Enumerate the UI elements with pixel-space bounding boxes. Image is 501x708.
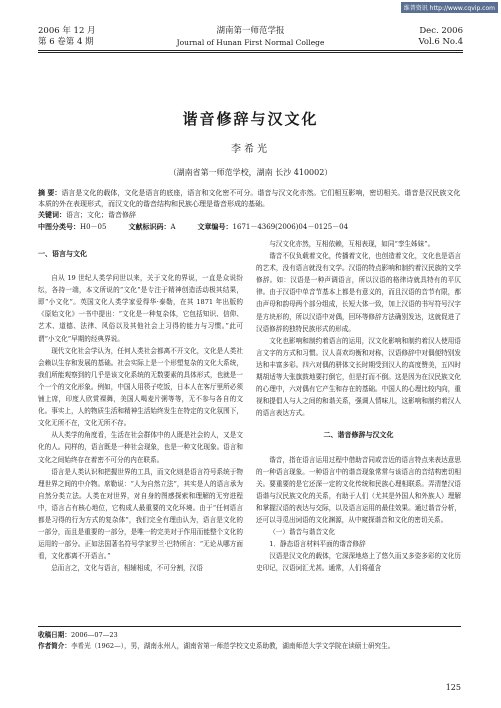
- paragraph: 谐音不仅负载着文化，传播着文化，也创造着文化，文化也是语言的艺术，没有语言就没有文学。汉语的特点影响和制约着汉民族的文学修辞。如：汉语是一种声调语言，所以汉语的格律诗就具特有的平仄律。由于汉语中单音节基本上都是有意义的，而且汉语的音节有限，都由声母和韵母两个部分组成，长短大体一致，加上汉语的书写符号汉字是方块形的，所以汉语中对偶，回环等修辞方法确别发达，这就促进了汉语修辞的独特民族形式的形成。: [256, 252, 461, 333]
- issue-date-en: Dec. 2006: [419, 26, 463, 36]
- right-column: [256, 238, 461, 574]
- journal-header: [38, 26, 463, 70]
- paragraph: 总而言之，文化与语言，相辅相成，不可分割，汉语: [51, 564, 203, 573]
- article-number: [198, 222, 349, 233]
- paragraph: 文化也影响和制约着语言的运用，汉文化影响和制约着汉人使用语言文字的方式和习惯。汉人喜欢均衡和对称，汉语修辞中对偶便特别发达和丰富多彩。四六对偶的骈体文长时期受到汉人的高度赞美，五四时期胡适等大张旗鼓地要打倒它，但是打而不倒。这是因为在汉民族文化的心理中，六对偶有它产生和存在的基础。中国人的心理比较内向，重视和提倡人与人之间的和谐关系，强调人情味儿，这影响和制约着汉人的语言表达方式。: [256, 336, 461, 418]
- journal-name-cn: 湖南第一师范学报: [216, 26, 285, 36]
- paragraph: 与汉文化亦然，互相依赖，互相表现，如同“孪生姊妹”。: [269, 240, 435, 248]
- issue-date-cn: 2006 年 12 月: [38, 26, 96, 36]
- abstract-block: [38, 188, 461, 233]
- left-column: [38, 238, 243, 574]
- received-label: 收稿日期：: [38, 631, 71, 639]
- author-affiliation: （湖南省第一师范学校，湖南 长沙 410002）: [168, 168, 333, 177]
- paragraph: 语言是人类认识和把握世界的工具，而文化则是语言符号系统于物理世界之间的中介物。席勒说：“人为自然立法”，其实是人的语言承为自然分类立法。人类在对世界，对自身的图感探索和理解的无穷进程中，语言占有核心地位，它构成人最重要的文化环境。由于“任何语言都是习得的行为方式的复杂体”，我们完全有理由认为，语言是文化的一部分，而且是重要的一部分，是唯一的完美对于作用而能整个文化的运用的一部分。正如法国著名符号学家罗兰·巴特所言：“无论从哪方面看，文化都离不开语言。”: [38, 467, 243, 561]
- keywords-label: 关键词：: [38, 211, 66, 220]
- abstract-label: 摘 要：: [38, 189, 62, 197]
- abstract-text: 语言是文化的载体，文化是语言的底座，语言和文化密不可分。谐音与汉文化亦然。它们相互影响，密切相关。谐音是汉民族文化本质的外在表现形式，而汉文化的谐音结构和民族心理是谐音形成的基础。: [38, 189, 461, 209]
- volume-cn: 第 6 卷第 4 期: [38, 37, 94, 47]
- author-bio-label: 作者简介：: [38, 642, 71, 650]
- clc-number: [38, 222, 106, 233]
- doc-label: 文献标识码：: [128, 222, 171, 231]
- received-value: 2006—07—23: [70, 631, 118, 639]
- section-heading-1: 一、语言与文化: [38, 250, 87, 258]
- classification-line: [38, 222, 461, 233]
- header-right: [418, 26, 463, 48]
- article-title: 谐音修辞与汉文化: [182, 110, 319, 128]
- header-rule: [38, 50, 463, 51]
- abstract: [38, 188, 461, 210]
- section-heading-2: 二、谐音修辞与汉文化: [323, 431, 394, 440]
- author-bio-text: 李希光（1962—），男，湖南永州人，湖南省第一师范学校文史系助教，湖南师范大学文学院在读硕士研究生。: [70, 642, 395, 650]
- author-name: 李希光: [231, 144, 270, 155]
- keywords: [38, 210, 461, 221]
- watermark: 维普资讯 http://www.cqvip.com: [401, 2, 498, 13]
- keywords-text: 语言；文化；谐音修辞: [66, 211, 136, 220]
- subsubsection-heading: 1．静态语言材料平面的谐音修辞: [269, 540, 366, 549]
- header-center: [38, 26, 463, 48]
- paragraph: 现代文化社会学认为，任何人类社会都离不开文化，文化是人类社会赖以生存和发展的基础。社会实际上是一个形塑复杂的文化大系统，我们所能观察到的几乎是该文化系统的无数要素的具体形式，也就是一个一个的文化形象。例如，中国人用筷子吃饭，日本人在客厅里所必须铺上席，印度人欣赏裸舞，美国人喝麦片粥等等，无不参与各自的文化。事实上，人的物质生活和精神生活始终发生在特定的文化氛围下，文化无所不在，文化无所不存。: [38, 346, 243, 428]
- paragraph: 谐音，指在语言运用过程中借助音同或音近的语言特点来表达意思的一种语言现象。一种语言中的谐音现象常常与该语言的音结构密切相关。要重要的是它还深一定的文化传统和民族心理相联系。弄清楚汉语语谐与汉民族文化的关系，有助于人们（尤其是外国人和外族人）理解和掌握汉语的表达与交际，以及语言运用的最佳效果。通过谐音分析，还可以寻觅出词语的文化渊源，从中窥探谐音和文化的密切关系。: [256, 455, 461, 524]
- volume-en: Vol.6 No.4: [418, 37, 463, 47]
- paragraph: 从人类学的角度看，生活在社会群体中的人既是社会的人，又是文化的人。同样的，语言既是一种社会现象，也是一种文化现象。语言和文化之间始终存在着密不可分的内在联系。: [38, 431, 243, 464]
- doc-value: A: [170, 222, 176, 231]
- received-date: [38, 630, 461, 641]
- page-number: 125: [445, 683, 461, 692]
- subsection-heading: （一）谐音与谐音文化: [269, 528, 336, 537]
- clc-label: 中图分类号：: [38, 222, 80, 231]
- document-code: [128, 222, 175, 233]
- paragraph: 汉语是汉文化的载体，它深深地烙上了悠久而又多姿多彩的文化历史印记，汉语词汇尤甚。通常，人们将蕴含: [256, 552, 461, 573]
- article-label: 文章编号：: [197, 222, 233, 231]
- article-value: 1671－4369(2006)04－0125－04: [232, 222, 349, 231]
- footnote: [38, 626, 461, 652]
- body-columns: [38, 238, 461, 622]
- header-rule-thin: [38, 52, 463, 53]
- journal-name-en: Journal of Hunan First Normal College: [176, 38, 325, 47]
- author-bio: [38, 641, 461, 652]
- clc-value: H0－05: [80, 222, 107, 231]
- paragraph: 自从 19 世纪人类学问世以来，关于文化的界说，一直是众说纷纭，各持一端，本文所说的“文化”是专注于精神创造活动极其结果，即“小文化”。英国文化人类学家爱得华·泰勒，在其 1871 年出版的《原始文化》一书中提出：“文化是一种复杂体，它包括知识、信仰、艺术、道德、法律、风俗以及其他社会上习得的能力与习惯。”此可谓“小文化”早期的经典界说。: [38, 274, 243, 343]
